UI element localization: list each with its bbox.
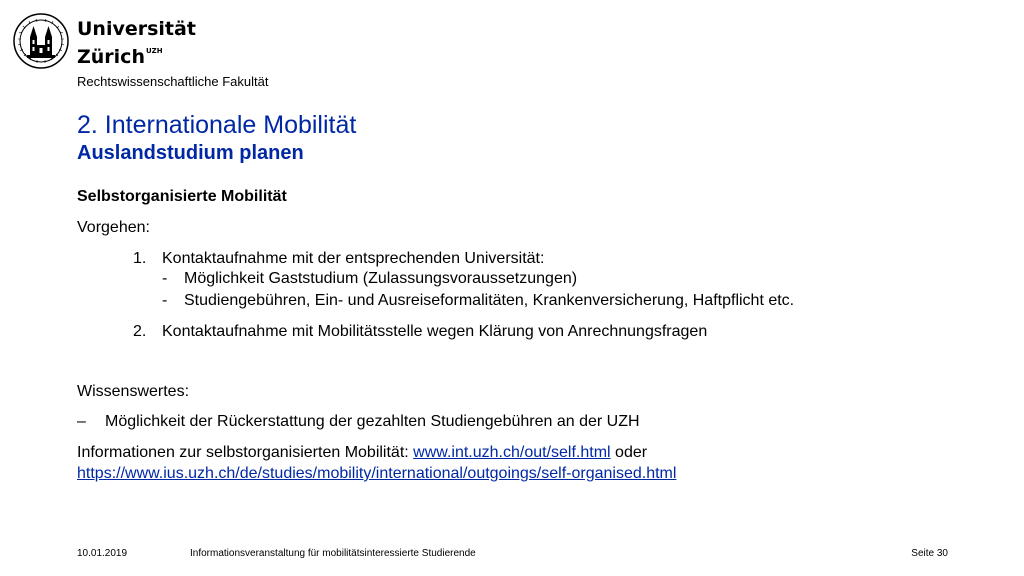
step-number: 2. [133, 323, 147, 340]
subitem-text: Möglichkeit Gaststudium (Zulassungsvoraussetzungen) [184, 270, 578, 287]
ius-uzh-link[interactable]: https://www.ius.uzh.ch/de/studies/mobility/international/outgoings/self-organised.html [77, 465, 677, 482]
sub-dash: - [162, 270, 168, 287]
slide-subtitle: Auslandstudium planen [77, 142, 304, 164]
info-line-2 [77, 465, 676, 483]
section-heading: Selbstorganisierte Mobilität [77, 188, 287, 205]
bullet-dash: – [77, 413, 86, 430]
knowledge-label: Wissenswertes: [77, 383, 190, 400]
footer-date: 10.01.2019 [77, 548, 128, 559]
step-text: Kontaktaufnahme mit Mobilitätsstelle wegen Klärung von Anrechnungsfragen [162, 323, 708, 340]
info-line [77, 444, 647, 462]
bullet-text: Möglichkeit der Rückerstattung der gezahlten Studiengebühren an der UZH [105, 413, 640, 430]
university-name-line2 [77, 40, 196, 68]
faculty-name: Rechtswissenschaftliche Fakultät [77, 74, 269, 89]
step-text: Kontaktaufnahme mit der entsprechenden Universität: [162, 250, 545, 267]
footer-page-number: Seite 30 [911, 548, 948, 559]
university-name-line1: Universität [77, 18, 196, 40]
step-item-1 [133, 250, 544, 268]
procedure-label: Vorgehen: [77, 219, 150, 236]
university-abbrev: UZH [145, 47, 163, 55]
step-item-2 [133, 323, 707, 341]
info-connector: oder [610, 444, 648, 461]
info-prefix: Informationen zur selbstorganisierten Mobilität: [77, 444, 414, 461]
footer-event: Informationsveranstaltung für mobilitätsinteressierte Studierende [190, 548, 476, 559]
int-uzh-link[interactable]: www.int.uzh.ch/out/self.html [413, 444, 611, 461]
step-number: 1. [133, 250, 147, 267]
bullet-item [77, 413, 640, 431]
uzh-seal-icon [13, 13, 69, 69]
sub-dash: - [162, 292, 168, 309]
subitem-text: Studiengebühren, Ein- und Ausreiseformalitäten, Krankenversicherung, Haftpflicht etc. [184, 292, 795, 309]
university-city: Zürich [77, 46, 145, 68]
slide-title: 2. Internationale Mobilität [77, 111, 357, 139]
step-subitem [162, 292, 794, 310]
university-name [77, 18, 196, 68]
step-subitem [162, 270, 577, 288]
